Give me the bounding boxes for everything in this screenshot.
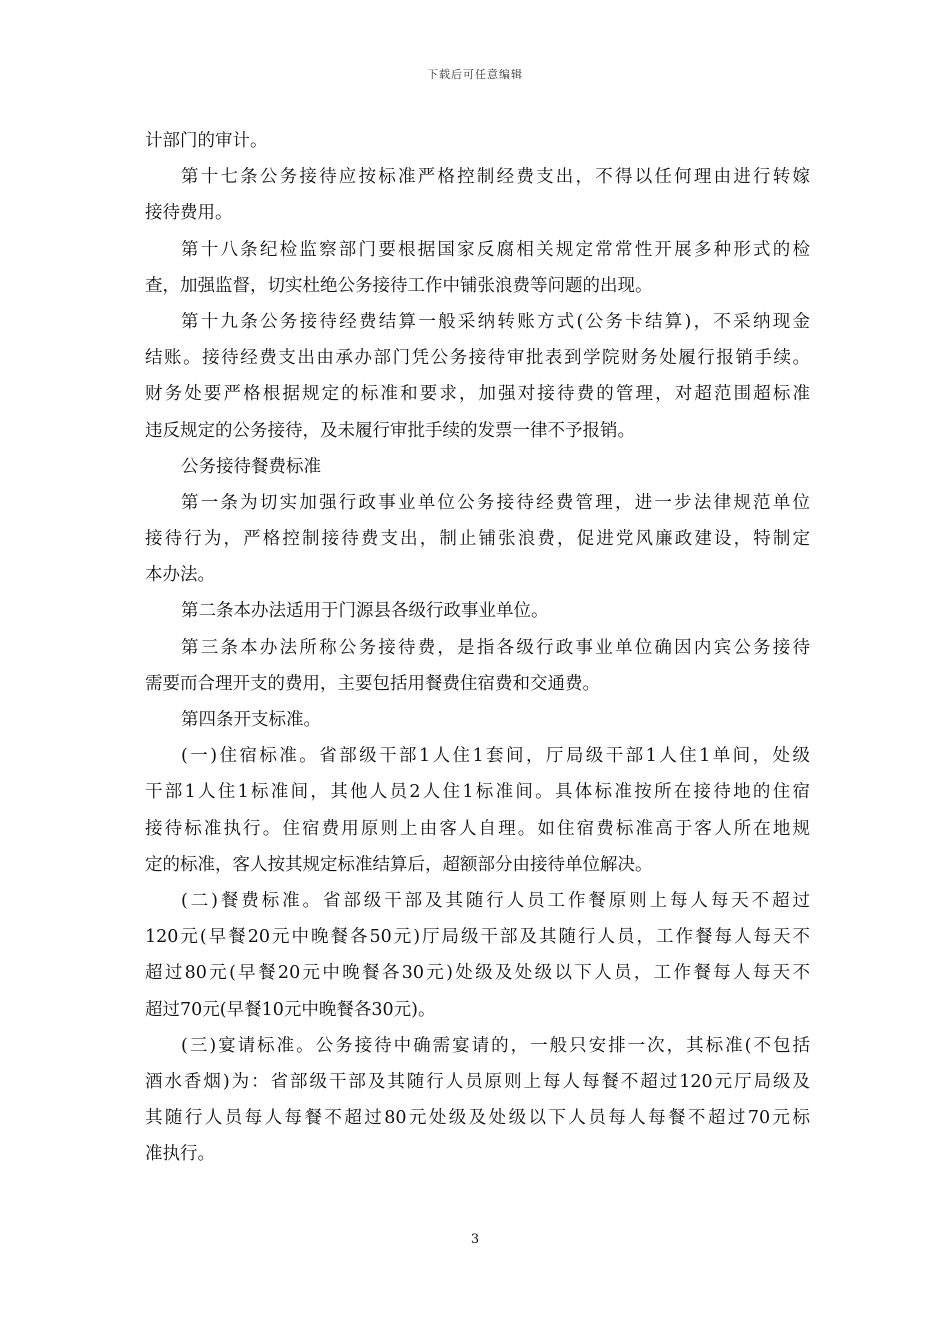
section-heading: 公务接待餐费标准 xyxy=(181,456,321,477)
text-line: 第十九条公务接待经费结算一般采纳转账方式(公务卡结算)，不采纳现金 xyxy=(181,311,810,332)
text-line: (二)餐费标准。省部级干部及其随行人员工作餐原则上每人每天不超过 xyxy=(181,890,810,911)
text-line: (一)住宿标准。省部级干部1人住1套间，厅局级干部1人住1单间，处级 xyxy=(181,746,810,767)
text-line: 违反规定的公务接待，及未履行审批手续的发票一律不予报销。 xyxy=(145,420,635,441)
page-number: 3 xyxy=(470,1232,480,1247)
text-line: 接待费用。 xyxy=(145,203,233,224)
text-line: 定的标准，客人按其规定标准结算后，超额部分由接待单位解决。 xyxy=(145,854,653,875)
text-line: 准执行。 xyxy=(145,1144,215,1165)
text-line: 120元(早餐20元中晚餐各50元)厅局级干部及其随行人员，工作餐每人每天不 xyxy=(145,927,810,948)
text-line: 酒水香烟)为：省部级干部及其随行人员原则上每人每餐不超过120元厅局级及 xyxy=(145,1071,810,1092)
text-line: 第二条本办法适用于门源县各级行政事业单位。 xyxy=(181,601,549,622)
text-line: 第三条本办法所称公务接待费，是指各级行政事业单位确因内宾公务接待 xyxy=(181,637,810,658)
text-line: 接待行为，严格控制接待费支出，制止铺张浪费，促进党风廉政建设，特制定 xyxy=(145,529,810,550)
text-line: 查，加强监督，切实杜绝公务接待工作中铺张浪费等问题的出现。 xyxy=(145,275,653,296)
page-header: 下载后可任意编辑 xyxy=(427,68,523,81)
text-line: 第十七条公务接待应按标准严格控制经费支出，不得以任何理由进行转嫁 xyxy=(181,167,810,188)
text-line: 需要而合理开支的费用，主要包括用餐费住宿费和交通费。 xyxy=(145,673,600,694)
text-line: 第一条为切实加强行政事业单位公务接待经费管理，进一步法律规范单位 xyxy=(181,492,810,513)
text-line: 结账。接待经费支出由承办部门凭公务接待审批表到学院财务处履行报销手续。 xyxy=(145,348,810,369)
text-line: 计部门的审计。 xyxy=(145,131,268,151)
text-line: 第十八条纪检监察部门要根据国家反腐相关规定常常性开展多种形式的检 xyxy=(181,239,810,260)
text-line: 干部1人住1标准间，其他人员2人住1标准间。具体标准按所在接待地的住宿 xyxy=(145,782,810,803)
document-body xyxy=(145,123,810,1172)
text-line: 本办法。 xyxy=(145,565,215,586)
text-line: (三)宴请标准。公务接待中确需宴请的，一般只安排一次，其标准(不包括 xyxy=(181,1035,810,1056)
text-line: 超过80元(早餐20元中晚餐各30元)处级及处级以下人员，工作餐每人每天不 xyxy=(145,963,810,984)
text-line: 其随行人员每人每餐不超过80元处级及处级以下人员每人每餐不超过70元标 xyxy=(145,1108,810,1129)
text-line: 第四条开支标准。 xyxy=(181,710,321,730)
text-line: 接待标准执行。住宿费用原则上由客人自理。如住宿费标准高于客人所在地规 xyxy=(145,818,810,839)
text-line: 超过70元(早餐10元中晚餐各30元)。 xyxy=(145,999,436,1020)
text-line: 财务处要严格根据规定的标准和要求，加强对接待费的管理，对超范围超标准 xyxy=(145,384,810,405)
